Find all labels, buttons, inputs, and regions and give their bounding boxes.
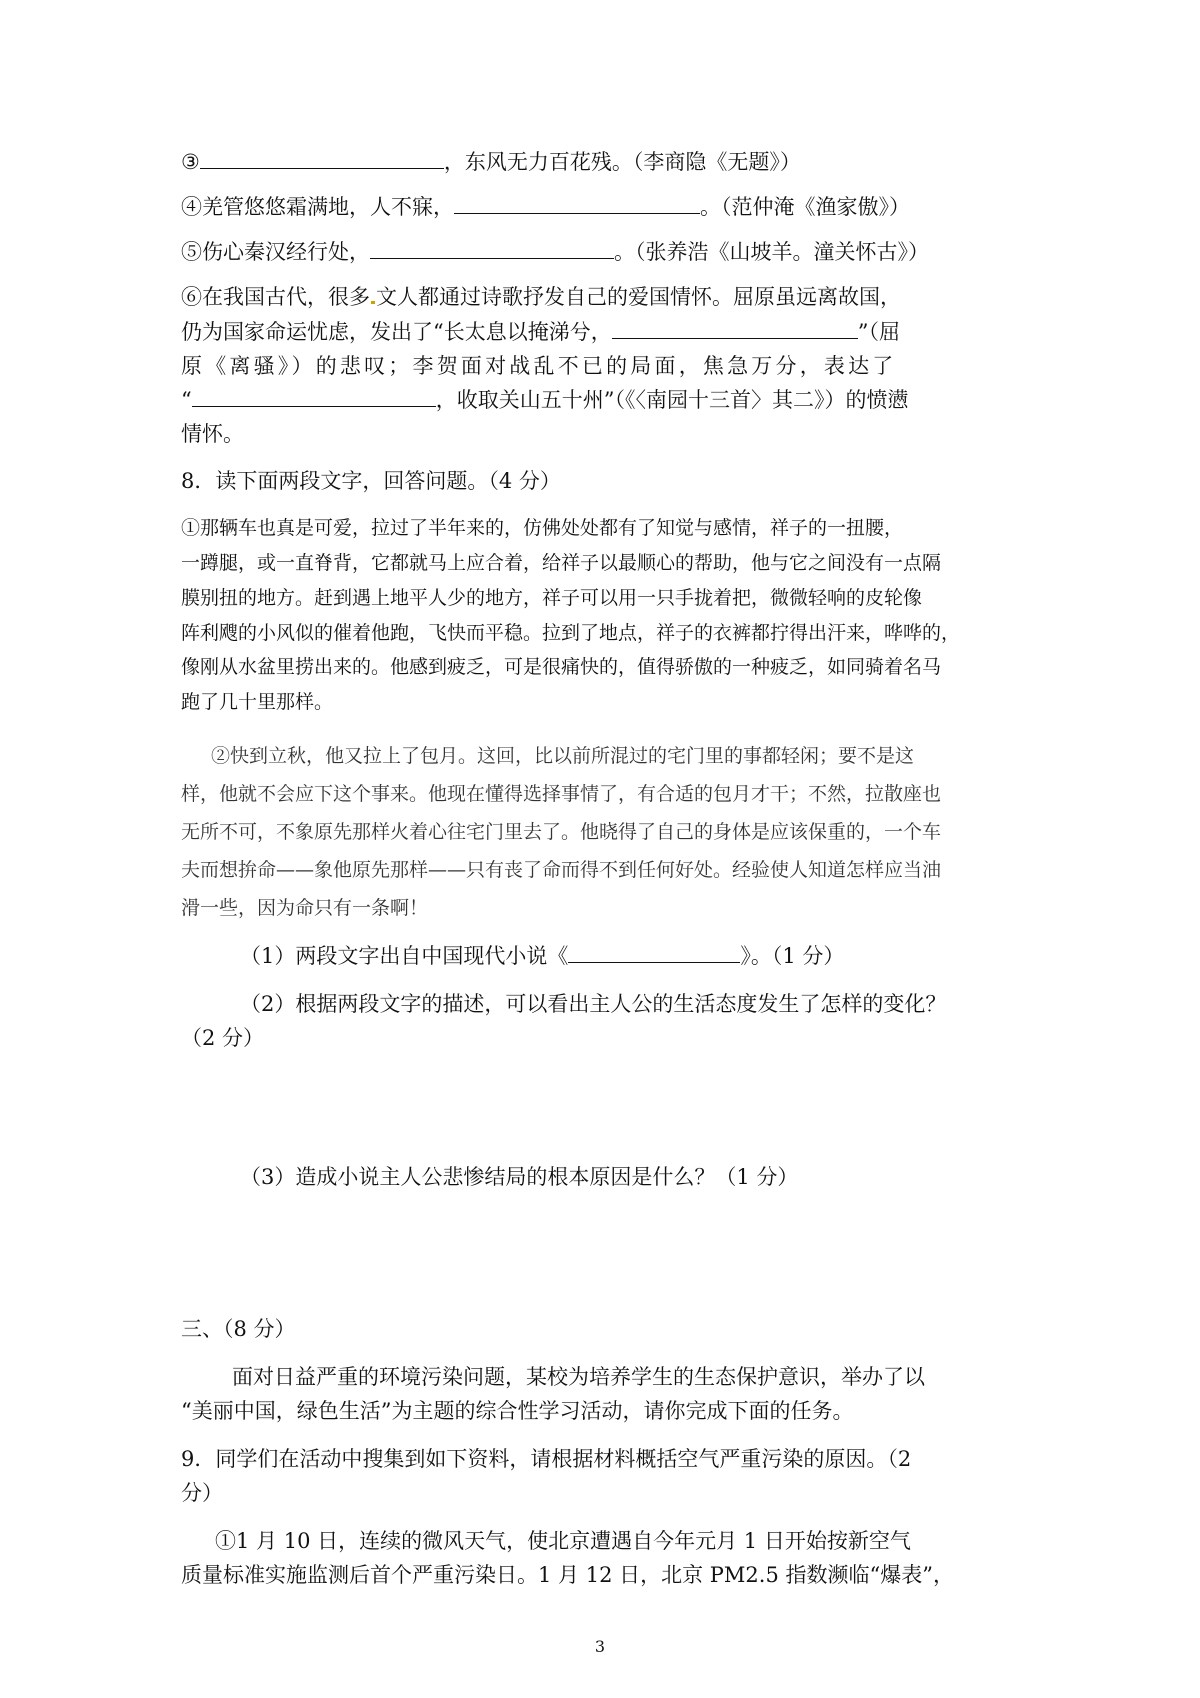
poem-line-3-suffix: ，东风无力百花残。（李商隐《无题》）	[443, 150, 801, 174]
q8-sub3: （3）造成小说主人公悲惨结局的根本原因是什么？（1 分）	[240, 1165, 799, 1189]
poem-line-6e	[181, 420, 244, 448]
answer-blank[interactable]	[370, 238, 614, 259]
poem-line-5-suffix: 。（张养浩《山坡羊。潼关怀古》）	[614, 240, 929, 264]
poem-line-5-prefix: ⑤伤心秦汉经行处，	[181, 240, 370, 264]
poem-line-4-suffix: 。（范仲淹《渔家傲》）	[700, 195, 910, 219]
answer-blank[interactable]	[192, 386, 436, 407]
poem-line-6b-part1: 仍为国家命运忧虑，发出了“长太息以掩涕兮，	[181, 320, 612, 344]
poem-line-6b-part2: ”（屈	[857, 320, 900, 344]
answer-blank[interactable]	[454, 193, 700, 214]
poem-line-6a-part2: 文人都通过诗歌抒发自己的爱国情怀。屈原虽远离故国，	[376, 285, 901, 309]
poem-line-6b	[181, 318, 900, 346]
highlight-mark	[371, 301, 375, 304]
q8-p1-line4: 阵利飕的小风似的催着他跑，飞快而平稳。拉到了地点，祥子的衣裤都拧得出汗来，哗哗的，	[181, 622, 961, 644]
answer-blank[interactable]	[200, 148, 444, 169]
q9-title-line1: 9．同学们在活动中搜集到如下资料，请根据材料概括空气严重污染的原因。（2	[181, 1447, 912, 1471]
poem-line-6a	[181, 283, 901, 311]
q8-p2-line4: 夫而想拚命——象他原先那样——只有丧了命而得不到任何好处。经验使人知道怎样应当油	[181, 859, 942, 881]
poem-line-6c	[181, 352, 897, 380]
q8-p2-line2: 样，他就不会应下这个事来。他现在懂得选择事情了，有合适的包月才干；不然，拉散座也	[181, 783, 942, 805]
poem-line-5	[181, 238, 929, 266]
q8-p2-line3: 无所不可，不象原先那样火着心往宅门里去了。他晓得了自己的身体是应该保重的，一个车	[181, 821, 942, 843]
poem-line-4	[181, 193, 910, 221]
answer-blank[interactable]	[612, 318, 858, 339]
q8-sub2-line2: （2 分）	[181, 1026, 265, 1050]
q8-p2-line5: 滑一些，因为命只有一条啊！	[181, 897, 429, 919]
answer-blank[interactable]	[568, 942, 740, 963]
q8-p1-line5: 像刚从水盆里捞出来的。他感到疲乏，可是很痛快的，值得骄傲的一种疲乏，如同骑着名马	[181, 656, 942, 678]
poem-line-6a-part1: ⑥在我国古代，很多	[181, 285, 370, 309]
poem-line-3	[181, 148, 801, 176]
poem-line-6d-part2: ，收取关山五十州”（《〈南园十三首〉其二》）的愤懑	[435, 388, 909, 412]
poem-line-6d-part1: “	[181, 388, 192, 412]
poem-line-6c-text: 原《离骚》）的悲叹；李贺面对战乱不已的局面，焦急万分，表达了	[181, 354, 897, 378]
q8-sub2-line1: （2）根据两段文字的描述，可以看出主人公的生活态度发生了怎样的变化？	[240, 992, 947, 1016]
q8-p1-line2: 一蹲腿，或一直脊背，它都就马上应合着，给祥子以最顺心的帮助，他与它之间没有一点隔	[181, 552, 942, 574]
q8-p1-line3: 膜别扭的地方。赶到遇上地平人少的地方，祥子可以用一只手拢着把，微微轻响的皮轮像	[181, 587, 923, 609]
section3-intro-line1: 面对日益严重的环境污染问题，某校为培养学生的生态保护意识，举办了以	[232, 1365, 925, 1389]
q8-p1-line6: 跑了几十里那样。	[181, 691, 334, 713]
q9-material1-line2: 质量标准实施监测后首个严重污染日。1 月 12 日，北京 PM2.5 指数濒临“爆表”，	[181, 1563, 954, 1587]
poem-line-6d	[181, 386, 908, 414]
q8-sub1-prefix: （1）两段文字出自中国现代小说《	[240, 944, 569, 968]
page-number: 3	[594, 1637, 606, 1656]
q8-p2-line1: ②快到立秋，他又拉上了包月。这回，比以前所混过的宅门里的事都轻闲；要不是这	[211, 745, 915, 767]
q8-sub1	[240, 942, 844, 970]
q9-material1-line1: ①1 月 10 日，连续的微风天气，使北京遭遇自今年元月 1 日开始按新空气	[215, 1529, 911, 1553]
q9-title-line2: 分）	[181, 1481, 223, 1505]
poem-line-6e-text: 情怀。	[181, 422, 244, 446]
poem-line-3-prefix: ③	[181, 150, 200, 174]
section3-intro-line2: “美丽中国，绿色生活”为主题的综合性学习活动，请你完成下面的任务。	[181, 1399, 854, 1423]
poem-line-4-prefix: ④羌管悠悠霜满地，人不寐，	[181, 195, 454, 219]
section3-title: 三、（8 分）	[181, 1317, 296, 1341]
q8-p1-line1: ①那辆车也真是可爱，拉过了半年来的，仿佛处处都有了知觉与感情，祥子的一扭腰，	[181, 517, 904, 539]
q8-sub1-suffix: 》。（1 分）	[740, 944, 845, 968]
q8-title: 8．读下面两段文字，回答问题。（4 分）	[181, 469, 561, 493]
